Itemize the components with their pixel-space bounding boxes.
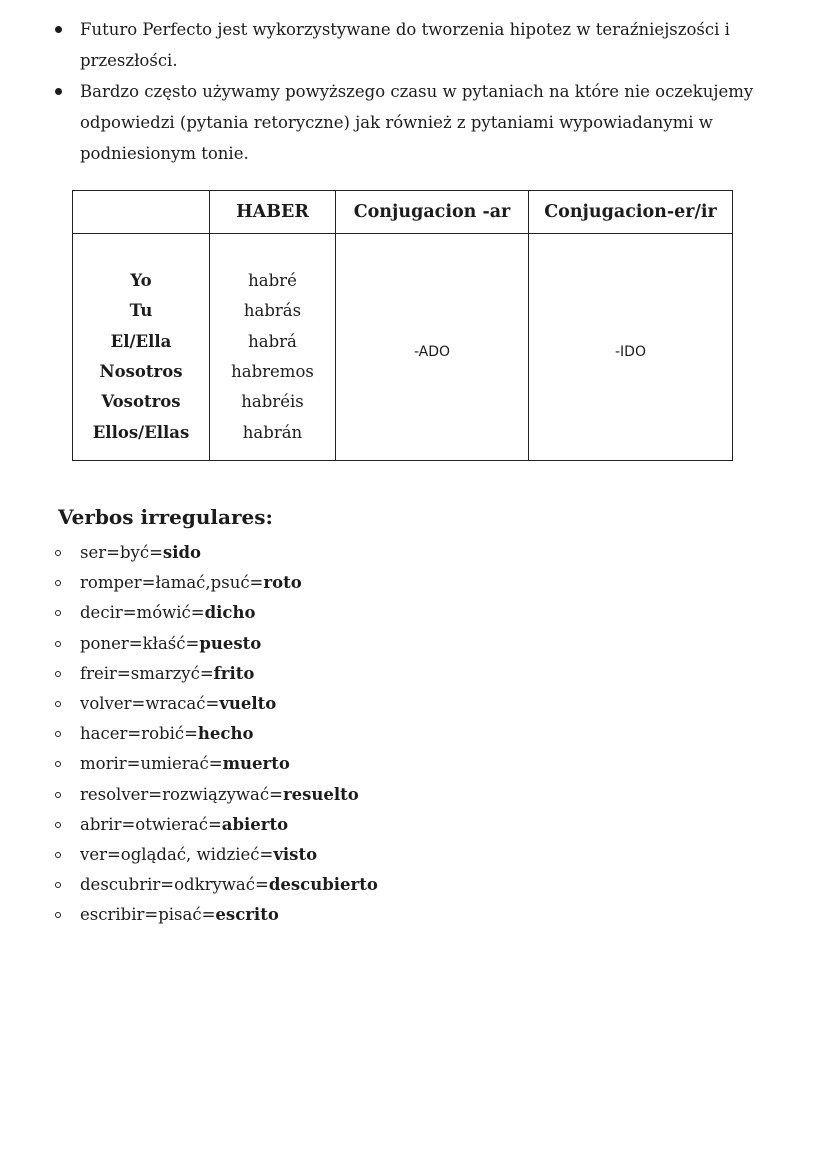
bullet-circle-icon	[55, 610, 61, 616]
list-item	[50, 689, 378, 719]
haber-form: habrás	[243, 301, 302, 321]
verb-participle: hecho	[197, 724, 254, 744]
bullet-circle-icon	[55, 882, 61, 888]
bullet-circle-icon	[55, 550, 61, 556]
bullet-circle-icon	[55, 792, 61, 798]
list-item	[50, 629, 378, 659]
haber-cell	[210, 234, 336, 461]
pronoun: Tu	[129, 301, 153, 321]
table-header-row	[73, 191, 733, 234]
bullet-circle-icon	[55, 852, 61, 858]
irregular-verbs-list	[50, 538, 378, 931]
list-item	[50, 659, 378, 689]
verb-participle: puesto	[199, 633, 262, 653]
header-haber: HABER	[210, 191, 336, 234]
list-item	[50, 538, 378, 568]
irregular-verbs-title: Verbos irregulares:	[58, 505, 273, 529]
bullet-circle-icon	[55, 822, 61, 828]
intro-bullet-text: Bardzo często używamy powyższego czasu w pytaniach na które nie oczekujemy odpowiedzi (pytania retoryczne) jak również z pytaniami wypowiadanymi w podniesionym tonie.	[80, 82, 754, 163]
list-item	[50, 719, 378, 749]
verb-participle: visto	[273, 845, 318, 865]
bullet-circle-icon	[55, 701, 61, 707]
bullet-circle-icon	[55, 671, 61, 677]
haber-form: habréis	[241, 392, 304, 412]
intro-bullet-list	[50, 14, 770, 169]
header-conjugacion-er-ir: Conjugacion-er/ir	[529, 191, 733, 234]
pronoun: Vosotros	[101, 392, 181, 412]
pronoun: Ellos/Ellas	[92, 422, 190, 442]
header-conjugacion-ar: Conjugacion -ar	[336, 191, 529, 234]
list-item	[50, 900, 378, 930]
haber-form: habrá	[248, 331, 297, 351]
bullet-dot-icon	[55, 88, 62, 95]
ending-ar-cell: -ADO	[336, 234, 529, 461]
header-empty	[73, 191, 210, 234]
verb-definition: morir=umierać=	[80, 754, 223, 774]
conjugation-table	[72, 190, 733, 461]
pronoun: Yo	[130, 271, 152, 291]
verb-participle: resuelto	[282, 784, 359, 804]
bullet-circle-icon	[55, 580, 61, 586]
table-row	[73, 234, 733, 461]
verb-participle: muerto	[222, 754, 290, 774]
pronoun-cell	[73, 234, 210, 461]
verb-definition: poner=kłaść=	[80, 633, 200, 653]
intro-bullet-text: Futuro Perfecto jest wykorzystywane do tworzenia hipotez w teraźniejszości i przeszłości.	[80, 20, 730, 70]
verb-definition: volver=wracać=	[80, 694, 220, 714]
bullet-circle-icon	[55, 641, 61, 647]
list-item	[50, 870, 378, 900]
bullet-circle-icon	[55, 912, 61, 918]
bullet-dot-icon	[55, 26, 62, 33]
verb-participle: sido	[162, 543, 202, 562]
haber-form: habrán	[242, 422, 303, 442]
ending-er-ir-cell: -IDO	[529, 234, 733, 461]
verb-participle: abierto	[221, 814, 289, 834]
bullet-circle-icon	[55, 761, 61, 767]
verb-definition: descubrir=odkrywać=	[80, 875, 269, 895]
bullet-circle-icon	[55, 731, 61, 737]
verb-participle: roto	[263, 573, 302, 593]
list-item	[50, 598, 378, 628]
verb-participle: escrito	[215, 905, 279, 925]
list-item	[50, 810, 378, 840]
intro-bullet	[50, 76, 770, 169]
verb-definition: ser=być=	[80, 543, 163, 562]
list-item	[50, 780, 378, 810]
haber-form: habremos	[231, 362, 314, 381]
verb-definition: romper=łamać,psuć=	[80, 573, 264, 593]
verb-definition: decir=mówić=	[80, 603, 205, 623]
pronoun: El/Ella	[110, 331, 172, 351]
pronoun: Nosotros	[99, 362, 183, 381]
verb-definition: freir=smarzyć=	[80, 663, 214, 683]
verb-definition: escribir=pisać=	[80, 905, 216, 925]
list-item	[50, 840, 378, 870]
verb-definition: hacer=robić=	[80, 724, 198, 744]
list-item	[50, 568, 378, 598]
haber-form: habré	[248, 271, 297, 291]
intro-bullet	[50, 14, 770, 76]
verb-participle: dicho	[204, 603, 256, 623]
verb-participle: vuelto	[219, 694, 277, 714]
verb-definition: ver=oglądać, widzieć=	[80, 845, 274, 865]
verb-participle: descubierto	[268, 875, 378, 895]
verb-definition: abrir=otwierać=	[80, 814, 222, 834]
verb-definition: resolver=rozwiązywać=	[80, 784, 283, 804]
list-item	[50, 749, 378, 779]
verb-participle: frito	[213, 663, 255, 683]
